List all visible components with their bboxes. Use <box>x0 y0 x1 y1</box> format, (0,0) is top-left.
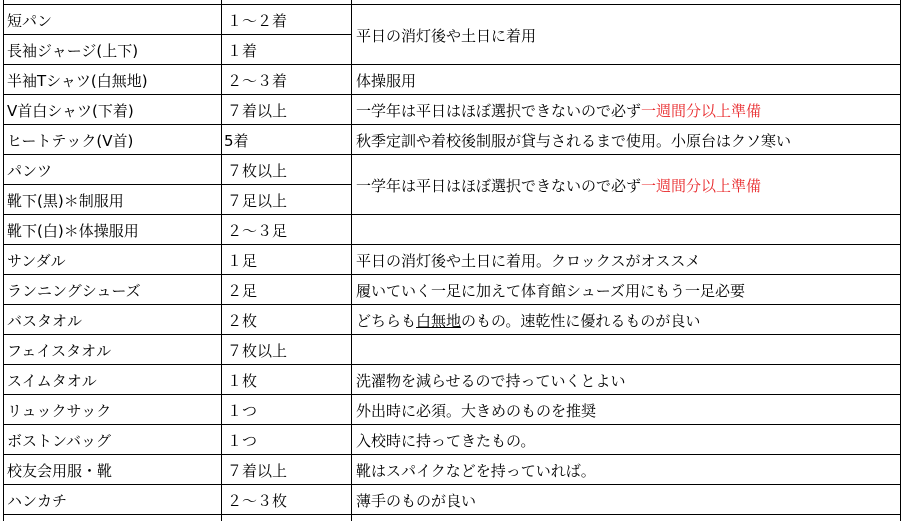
note-cell[interactable] <box>351 95 901 125</box>
grid-line <box>3 4 901 5</box>
note-cell[interactable]: 秋季定訓や着校後制服が貸与されるまで使用。小原台はクソ寒い <box>356 131 792 150</box>
qty-cell[interactable]: ７枚以上 <box>227 161 288 180</box>
note-cell[interactable] <box>351 335 901 365</box>
grid-line <box>3 334 901 335</box>
table-row <box>3 215 901 245</box>
qty-cell[interactable]: １～２着 <box>227 11 288 30</box>
item-cell[interactable]: 校友会用服・靴 <box>7 461 113 480</box>
table-row <box>3 455 901 485</box>
qty-cell[interactable]: ７着以上 <box>227 461 288 480</box>
item-cell[interactable]: バスタオル <box>7 311 83 330</box>
table-row <box>3 335 901 365</box>
item-cell[interactable]: フェイスタオル <box>7 341 112 360</box>
item-cell[interactable]: サンダル <box>7 251 66 270</box>
table-row <box>3 275 901 305</box>
grid-line <box>3 214 901 215</box>
grid-line <box>3 154 901 155</box>
note-text: どちらも <box>356 311 417 330</box>
item-cell[interactable]: 靴下(黒)＊制服用 <box>7 191 124 210</box>
note-cell[interactable]: 洗濯物を減らせるので持っていくとよい <box>356 371 626 390</box>
item-cell[interactable]: ランニングシューズ <box>7 281 141 300</box>
grid-line <box>3 304 901 305</box>
note-cell[interactable]: 体操服用 <box>356 71 417 90</box>
note-highlight-text: 一週間分以上準備 <box>641 101 762 120</box>
table-row <box>3 425 901 455</box>
table-row <box>3 365 901 395</box>
qty-cell[interactable]: ７足以上 <box>227 191 288 210</box>
item-cell[interactable]: ハンカチ <box>7 491 68 510</box>
table-row <box>3 125 901 155</box>
note-cell[interactable]: 外出時に必須。大きめのものを推奨 <box>356 401 597 420</box>
table-row <box>3 395 901 425</box>
grid-line <box>221 0 222 521</box>
qty-cell[interactable]: １着 <box>227 41 258 60</box>
note-cell[interactable]: 履いていく一足に加えて体育館シューズ用にもう一足必要 <box>356 281 745 300</box>
qty-cell[interactable]: 5着 <box>224 131 249 150</box>
table-row <box>3 245 901 275</box>
grid-line <box>3 34 351 35</box>
grid-line <box>3 274 901 275</box>
qty-cell[interactable]: ２～３足 <box>227 221 288 240</box>
item-cell[interactable]: ボストンバッグ <box>7 431 111 450</box>
qty-cell[interactable]: ２枚 <box>227 311 258 330</box>
item-cell[interactable]: 長袖ジャージ(上下) <box>7 41 139 60</box>
merged-note-cell[interactable]: 平日の消灯後や土日に着用 <box>356 26 537 45</box>
item-cell[interactable]: ヒートテック(V首) <box>7 131 134 150</box>
grid-line <box>3 244 901 245</box>
note-cell[interactable]: 入校時に持ってきたもの。 <box>356 431 536 450</box>
grid-line <box>3 424 901 425</box>
grid-line <box>3 484 901 485</box>
grid-line <box>3 514 901 515</box>
table-row <box>3 305 901 335</box>
item-cell[interactable]: 靴下(白)＊体操服用 <box>7 221 139 240</box>
note-cell[interactable] <box>351 215 901 245</box>
qty-cell[interactable]: ７枚以上 <box>227 341 288 360</box>
grid-line <box>3 94 901 95</box>
item-cell[interactable]: 半袖Tシャツ(白無地) <box>7 71 148 90</box>
table-row <box>3 95 901 125</box>
grid-line <box>3 394 901 395</box>
qty-cell[interactable]: ２足 <box>227 281 258 300</box>
table-row <box>3 485 901 515</box>
item-cell[interactable]: 短パン <box>7 11 53 30</box>
grid-line <box>3 454 901 455</box>
note-text: 一学年は平日はほぼ選択できないので必ず <box>356 176 642 195</box>
qty-cell[interactable]: １枚 <box>227 371 258 390</box>
grid-line <box>3 184 351 185</box>
merged-note-cell[interactable] <box>351 155 901 215</box>
item-cell[interactable]: V首白シャツ(下着) <box>7 101 134 120</box>
item-cell[interactable]: パンツ <box>7 161 53 180</box>
grid-line <box>3 124 901 125</box>
qty-cell[interactable]: １足 <box>227 251 258 270</box>
note-cell[interactable]: 薄手のものが良い <box>356 491 477 510</box>
grid-line <box>3 64 901 65</box>
qty-cell[interactable]: ２～３枚 <box>227 491 288 510</box>
qty-cell[interactable]: １つ <box>227 401 258 420</box>
item-cell[interactable]: リュックサック <box>7 401 112 420</box>
grid-line <box>3 0 4 521</box>
qty-cell[interactable]: ７着以上 <box>227 101 288 120</box>
note-cell[interactable]: 靴はスパイクなどを持っていれば。 <box>356 461 596 480</box>
grid-line <box>3 364 901 365</box>
note-underlined-text: 白無地 <box>416 311 462 330</box>
grid-line <box>351 0 352 521</box>
note-cell[interactable] <box>351 305 901 335</box>
table-row <box>3 65 901 95</box>
spreadsheet <box>3 0 901 521</box>
item-cell[interactable]: スイムタオル <box>7 371 97 390</box>
note-text: のもの。速乾性に優れるものが良い <box>461 311 701 330</box>
note-highlight-text: 一週間分以上準備 <box>641 176 762 195</box>
qty-cell[interactable]: １つ <box>227 431 258 450</box>
note-text: 一学年は平日はほぼ選択できないので必ず <box>356 101 642 120</box>
note-cell[interactable]: 平日の消灯後や土日に着用。クロックスがオススメ <box>356 251 701 270</box>
qty-cell[interactable]: ２～３着 <box>227 71 288 90</box>
